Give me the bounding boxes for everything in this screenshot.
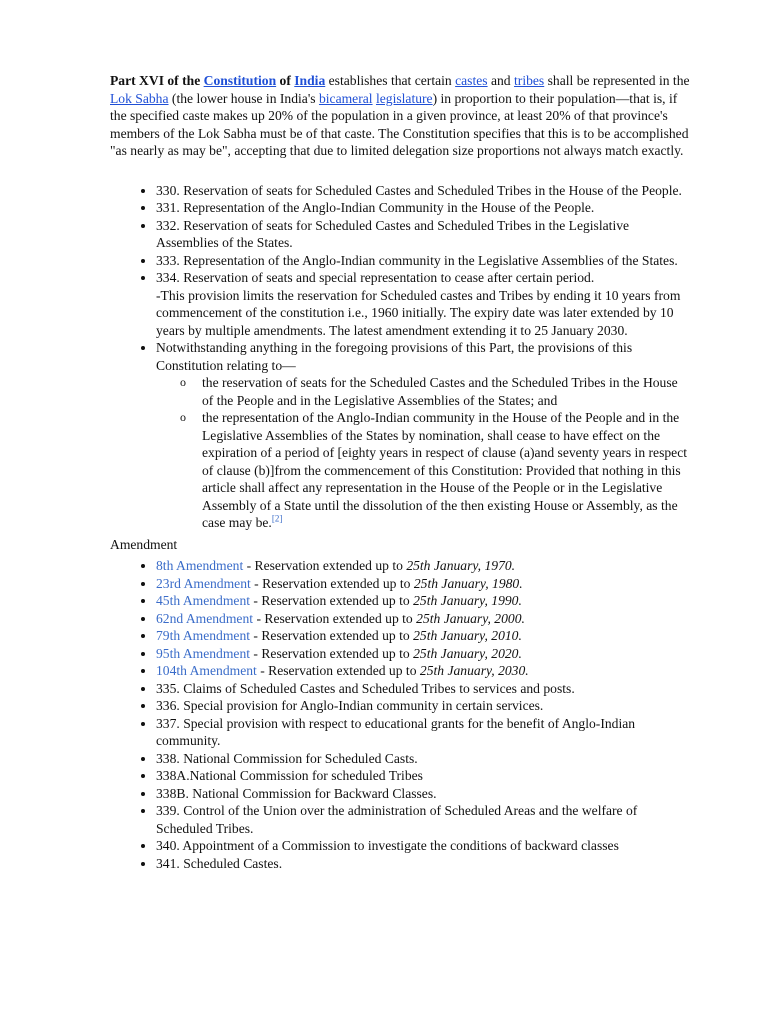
intro-paragraph: Part XVI of the Constitution of India establishes that certain castes and tribes shall be represented in the Lok Sabha (the lower house in India's bicameral legislature) in proportion to their population—that is, if the specified caste makes up 20% of the population in a given province, at least 20% of that province's members of the Lok Sabha must be of that caste. The Constitution specifies that this is to be accomplished "as nearly as may be", accepting that due to limited delegation size proportions not always match exactly. (110, 73, 690, 158)
amendment-link[interactable]: 62nd Amendment (156, 610, 254, 626)
amendment-item: • 62nd Amendment - Reservation extended up to 25th January, 2000. (156, 610, 690, 628)
amendment-item: • 8th Amendment - Reservation extended up to 25th January, 1970. (156, 557, 690, 575)
amendment-item: • 23rd Amendment - Reservation extended up to 25th January, 1980. (156, 575, 690, 593)
article-334-title: 334. Reservation of seats and special representation to cease after certain period. (156, 270, 595, 285)
amendment-link[interactable]: 45th Amendment (156, 593, 251, 608)
list-item: • 335. Claims of Scheduled Castes and Scheduled Tribes to services and posts. (156, 680, 690, 698)
amendment-item: • 95th Amendment - Reservation extended up to 25th January, 2020. (156, 645, 690, 663)
list-item: • 330. Reservation of seats for Scheduled Castes and Scheduled Tribes in the House of the People. (156, 182, 690, 200)
reference-link[interactable]: [2] (271, 513, 283, 524)
amendment-item: • 45th Amendment - Reservation extended up to 25th January, 1990. (156, 592, 690, 610)
list-item: • 338B. National Commission for Backward Classes. (156, 785, 690, 803)
link-bicameral[interactable]: bicameral (318, 90, 373, 106)
list-item: • 337. Special provision with respect to educational grants for the benefit of Anglo-Indian community. (156, 715, 690, 750)
list-item-notwithstanding (156, 339, 690, 532)
sub-list-item: o the reservation of seats for the Scheduled Castes and the Scheduled Tribes in the House of the People and in the Legislative Assemblies of the States; and (202, 374, 690, 409)
link-legislature[interactable]: legislature (375, 90, 433, 106)
list-item: • 332. Reservation of seats for Scheduled Castes and Scheduled Tribes in the Legislative Assemblies of the States. (156, 217, 690, 252)
link-constitution[interactable]: Constitution (203, 73, 277, 88)
amendments-list (110, 557, 690, 872)
document-page (110, 72, 690, 872)
list-item: • 331. Representation of the Anglo-Indian Community in the House of the People. (156, 199, 690, 217)
amendment-link[interactable]: 95th Amendment (156, 645, 251, 661)
amendment-link[interactable]: 8th Amendment (156, 558, 244, 573)
amendment-link[interactable]: 23rd Amendment (156, 575, 251, 591)
amendment-link[interactable]: 79th Amendment (156, 628, 251, 643)
amendment-link[interactable]: 104th Amendment (156, 663, 257, 678)
sub-list (156, 374, 690, 532)
list-item: • 340. Appointment of a Commission to investigate the conditions of backward classes (156, 837, 690, 855)
amendment-heading: Amendment (110, 536, 178, 552)
list-item: • 338A.National Commission for scheduled Tribes (156, 767, 690, 785)
list-item: • 338. National Commission for Scheduled Casts. (156, 750, 690, 768)
amendment-item: • 104th Amendment - Reservation extended up to 25th January, 2030. (156, 662, 690, 680)
intro-part-label: Part XVI of the Constitution of India (110, 73, 326, 88)
link-india[interactable]: India (294, 73, 326, 88)
link-tribes[interactable]: tribes (514, 73, 545, 88)
list-item: • 339. Control of the Union over the administration of Scheduled Areas and the welfare of Scheduled Tribes. (156, 802, 690, 837)
article-334-note: -This provision limits the reservation for Scheduled castes and Tribes by ending it 10 years from commencement of the constitution i.e., 1960 initially. The expiry date was later extended by 10 years by multiple amendments. The latest amendment extending it to 25 January 2030. (156, 287, 681, 338)
link-lok-sabha[interactable]: Lok Sabha (110, 90, 169, 106)
list-item: • 333. Representation of the Anglo-Indian community in the Legislative Assemblies of the States. (156, 252, 690, 270)
link-castes[interactable]: castes (455, 73, 488, 88)
sub-list-item: o the representation of the Anglo-Indian community in the House of the People and in the Legislative Assemblies of the States by nomination, shall cease to have effect on the expiration of a period of [eighty years in respect of clause (a)and seventy years in respect of clause (b)]from the commencement of this Constitution: Provided that nothing in this article shall affect any representation in the House of the People or in the Legislative Assembly of a State until the dissolution of the then existing House or Assembly, as the case may be.[2] (202, 409, 690, 532)
articles-list (110, 182, 690, 532)
amendment-item: • 79th Amendment - Reservation extended up to 25th January, 2010. (156, 627, 690, 645)
list-item: • 341. Scheduled Castes. (156, 855, 690, 873)
notwithstanding-text: Notwithstanding anything in the foregoing provisions of this Part, the provisions of this Constitution relating to— (156, 340, 633, 373)
list-item-334 (156, 269, 690, 339)
list-item: • 336. Special provision for Anglo-Indian community in certain services. (156, 697, 690, 715)
